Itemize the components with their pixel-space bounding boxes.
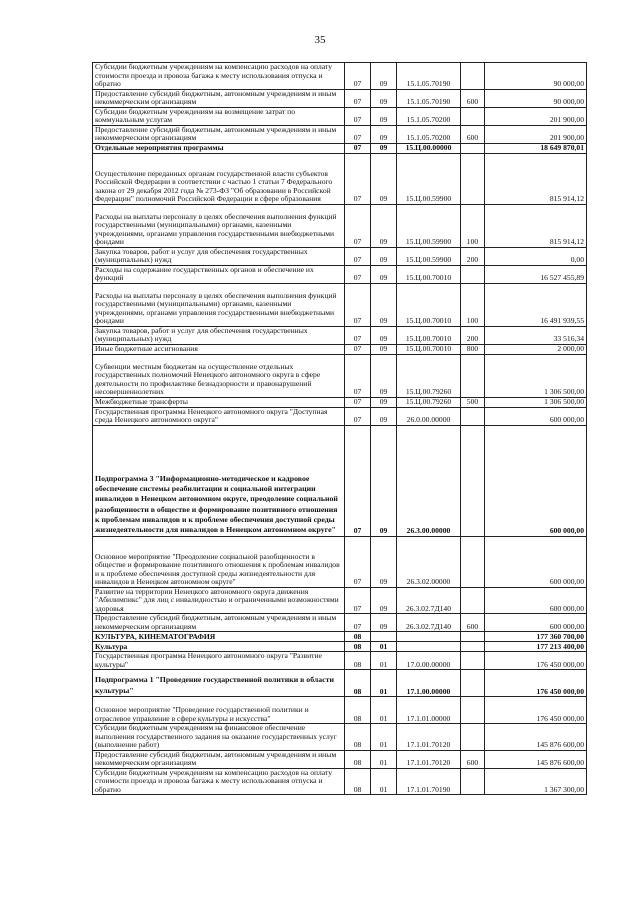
cell-section: 08	[345, 652, 371, 670]
cell-expense-type	[461, 587, 485, 614]
cell-subsection: 09	[371, 283, 397, 326]
cell-name: Предоставление субсидий бюджетным, автономным учреждениям и иным некоммерческим организациям	[93, 750, 345, 768]
table-row	[93, 642, 587, 652]
table-row	[93, 354, 587, 397]
cell-amount: 90 000,00	[485, 89, 587, 107]
cell-amount: 177 213 400,00	[485, 642, 587, 652]
cell-amount: 201 900,00	[485, 107, 587, 125]
cell-expense-type	[461, 407, 485, 425]
cell-section: 07	[345, 354, 371, 397]
table-row	[93, 750, 587, 768]
cell-target-article: 15.1.05.70190	[397, 63, 461, 90]
cell-expense-type	[461, 536, 485, 587]
cell-subsection: 01	[371, 724, 397, 751]
cell-target-article: 15.Ц.00.70010	[397, 265, 461, 283]
cell-expense-type: 200	[461, 247, 485, 265]
cell-subsection: 09	[371, 587, 397, 614]
cell-expense-type	[461, 632, 485, 642]
cell-name: Подпрограмма 1 "Проведение государственной политики в области культуры"	[93, 670, 345, 697]
table-row	[93, 724, 587, 751]
cell-target-article: 17.1.00.00000	[397, 670, 461, 697]
cell-name: Предоставление субсидий бюджетным, автономным учреждениям и иным некоммерческим организациям	[93, 125, 345, 143]
cell-subsection: 09	[371, 407, 397, 425]
table-row	[93, 63, 587, 90]
cell-expense-type: 100	[461, 283, 485, 326]
cell-amount: 815 914,12	[485, 204, 587, 247]
cell-section: 08	[345, 670, 371, 697]
cell-target-article: 15.1.05.70200	[397, 107, 461, 125]
cell-section: 08	[345, 697, 371, 724]
cell-expense-type	[461, 153, 485, 204]
cell-name: Подпрограмма 3 "Информационно-методическое и кадровое обеспечение системы реабилитации и социальной интеграции инвалидов в Ненецком автономном округе, преодоление социальной разобщенности в обществе и формирование позитивного отношения к проблемам инвалидов и к проблеме обеспечения доступной среды жизнедеятельности для инвалидов в Ненецком автономном округе"	[93, 425, 345, 536]
cell-name: Субсидии бюджетным учреждениям на компенсацию расходов на оплату стоимости проезда и провоза багажа к месту использования отпуска и обратно	[93, 63, 345, 90]
cell-name: Культура	[93, 642, 345, 652]
cell-section: 07	[345, 107, 371, 125]
table-row	[93, 265, 587, 283]
cell-expense-type	[461, 670, 485, 697]
cell-amount: 176 450 000,00	[485, 652, 587, 670]
cell-target-article: 26.3.02.7Д140	[397, 614, 461, 632]
cell-target-article: 15.Ц.00.79260	[397, 354, 461, 397]
cell-subsection: 09	[371, 125, 397, 143]
cell-section: 07	[345, 125, 371, 143]
cell-name: Субсидии бюджетным учреждениям на возмещение затрат по коммунальным услугам	[93, 107, 345, 125]
cell-section: 07	[345, 344, 371, 354]
cell-section: 07	[345, 204, 371, 247]
table-row	[93, 107, 587, 125]
cell-amount: 1 367 300,00	[485, 768, 587, 795]
cell-expense-type	[461, 724, 485, 751]
cell-expense-type	[461, 652, 485, 670]
cell-subsection: 09	[371, 107, 397, 125]
cell-name: Государственная программа Ненецкого автономного округа "Развитие культуры"	[93, 652, 345, 670]
cell-section: 07	[345, 265, 371, 283]
cell-section: 07	[345, 425, 371, 536]
cell-amount: 177 360 700,00	[485, 632, 587, 642]
table-row	[93, 283, 587, 326]
cell-name: Расходы на содержание государственных органов и обеспечение их функций	[93, 265, 345, 283]
table-row	[93, 768, 587, 795]
cell-name: Предоставление субсидий бюджетным, автономным учреждениям и иным некоммерческим организациям	[93, 614, 345, 632]
cell-subsection: 09	[371, 326, 397, 344]
cell-subsection: 01	[371, 750, 397, 768]
cell-name: Субвенции местным бюджетам на осуществление отдельных государственных полномочий Ненецкого автономного округа в сфере деятельности по профилактике безнадзорности и правонарушений несовершеннолетних	[93, 354, 345, 397]
table-row	[93, 407, 587, 425]
budget-table-body	[93, 63, 587, 795]
cell-name: Осуществление переданных органам государственной власти субъектов Российской Федерации в соответствии с частью 1 статьи 7 Федерального закона от 29 декабря 2012 года № 273-ФЗ "Об образовании в Российской Федерации" полномочий Российской Федерации в сфере образования	[93, 153, 345, 204]
cell-target-article: 17.1.01.70120	[397, 724, 461, 751]
cell-section: 07	[345, 407, 371, 425]
cell-subsection: 09	[371, 536, 397, 587]
cell-section: 07	[345, 614, 371, 632]
cell-name: КУЛЬТУРА, КИНЕМАТОГРАФИЯ	[93, 632, 345, 642]
cell-section: 07	[345, 89, 371, 107]
cell-name: Закупка товаров, работ и услуг для обеспечения государственных (муниципальных) нужд	[93, 247, 345, 265]
cell-subsection: 01	[371, 670, 397, 697]
cell-amount: 176 450 000,00	[485, 670, 587, 697]
cell-amount: 1 306 500,00	[485, 354, 587, 397]
cell-expense-type: 600	[461, 125, 485, 143]
cell-name: Межбюджетные трансферты	[93, 397, 345, 407]
cell-name: Закупка товаров, работ и услуг для обеспечения государственных (муниципальных) нужд	[93, 326, 345, 344]
cell-section: 08	[345, 724, 371, 751]
cell-amount: 1 306 500,00	[485, 397, 587, 407]
cell-amount: 145 876 600,00	[485, 724, 587, 751]
cell-amount: 600 000,00	[485, 587, 587, 614]
cell-expense-type	[461, 425, 485, 536]
cell-subsection: 01	[371, 642, 397, 652]
cell-name: Государственная программа Ненецкого автономного округа "Доступная среда Ненецкого автономного округа"	[93, 407, 345, 425]
cell-subsection: 01	[371, 697, 397, 724]
table-row	[93, 536, 587, 587]
cell-subsection: 09	[371, 265, 397, 283]
cell-amount: 145 876 600,00	[485, 750, 587, 768]
cell-target-article: 26.3.00.00000	[397, 425, 461, 536]
cell-subsection: 09	[371, 153, 397, 204]
table-row	[93, 153, 587, 204]
page-number: 35	[314, 34, 326, 46]
cell-name: Отдельные мероприятия программы	[93, 143, 345, 153]
cell-section: 07	[345, 247, 371, 265]
table-row	[93, 125, 587, 143]
cell-amount: 2 000,00	[485, 344, 587, 354]
cell-subsection: 09	[371, 204, 397, 247]
cell-target-article: 15.Ц.00.59900	[397, 204, 461, 247]
cell-target-article: 26.3.02.00000	[397, 536, 461, 587]
cell-target-article	[397, 632, 461, 642]
cell-section: 08	[345, 750, 371, 768]
cell-target-article: 15.Ц.00.79260	[397, 397, 461, 407]
cell-amount: 815 914,12	[485, 153, 587, 204]
cell-subsection: 09	[371, 89, 397, 107]
cell-subsection: 09	[371, 247, 397, 265]
cell-target-article: 17.0.00.00000	[397, 652, 461, 670]
cell-expense-type	[461, 642, 485, 652]
cell-section: 08	[345, 642, 371, 652]
table-row	[93, 670, 587, 697]
cell-name: Развитие на территории Ненецкого автономного округа движения "Абилимпикс" для лиц с инвалидностью и ограниченными возможностями здоровья	[93, 587, 345, 614]
cell-subsection: 01	[371, 768, 397, 795]
table-row	[93, 397, 587, 407]
cell-target-article: 15.Ц.00.70010	[397, 326, 461, 344]
cell-expense-type: 800	[461, 344, 485, 354]
cell-name: Предоставление субсидий бюджетным, автономным учреждениям и иным некоммерческим организациям	[93, 89, 345, 107]
table-row	[93, 344, 587, 354]
cell-amount: 33 516,34	[485, 326, 587, 344]
table-row	[93, 204, 587, 247]
cell-target-article: 15.1.05.70200	[397, 125, 461, 143]
cell-target-article	[397, 642, 461, 652]
cell-section: 07	[345, 397, 371, 407]
cell-expense-type: 600	[461, 750, 485, 768]
cell-amount: 600 000,00	[485, 407, 587, 425]
cell-name: Расходы на выплаты персоналу в целях обеспечения выполнения функций государственными (муниципальными) органами, казенными учреждениями, органами управления государственными внебюджетными фондами	[93, 204, 345, 247]
cell-amount: 176 450 000,00	[485, 697, 587, 724]
cell-amount: 600 000,00	[485, 536, 587, 587]
cell-target-article: 15.Ц.00.70010	[397, 344, 461, 354]
cell-target-article: 15.Ц.00.70010	[397, 283, 461, 326]
cell-subsection: 09	[371, 63, 397, 90]
cell-expense-type: 200	[461, 326, 485, 344]
cell-expense-type	[461, 697, 485, 724]
cell-target-article: 26.0.00.00000	[397, 407, 461, 425]
cell-section: 07	[345, 63, 371, 90]
cell-target-article: 15.Ц.00.59900	[397, 153, 461, 204]
cell-target-article: 26.3.02.7Д140	[397, 587, 461, 614]
cell-target-article: 15.1.05.70190	[397, 89, 461, 107]
cell-subsection: 09	[371, 425, 397, 536]
cell-section: 08	[345, 632, 371, 642]
cell-expense-type: 600	[461, 89, 485, 107]
table-row	[93, 89, 587, 107]
cell-section: 07	[345, 587, 371, 614]
cell-name: Субсидии бюджетным учреждениям на финансовое обеспечение выполнения государственного задания на оказание государственных услуг (выполнение работ)	[93, 724, 345, 751]
cell-target-article: 17.1.01.70190	[397, 768, 461, 795]
cell-expense-type: 500	[461, 397, 485, 407]
cell-amount: 18 649 870,01	[485, 143, 587, 153]
cell-expense-type: 600	[461, 614, 485, 632]
table-row	[93, 652, 587, 670]
table-row	[93, 247, 587, 265]
table-row	[93, 614, 587, 632]
cell-amount: 16 527 455,89	[485, 265, 587, 283]
budget-table	[92, 62, 587, 795]
cell-target-article: 15.Ц.00.59900	[397, 247, 461, 265]
cell-name: Иные бюджетные ассигнования	[93, 344, 345, 354]
table-row	[93, 326, 587, 344]
cell-expense-type: 100	[461, 204, 485, 247]
cell-subsection	[371, 632, 397, 642]
cell-target-article: 15.Ц.00.00000	[397, 143, 461, 153]
table-row	[93, 587, 587, 614]
cell-section: 07	[345, 536, 371, 587]
cell-section: 07	[345, 143, 371, 153]
cell-subsection: 09	[371, 344, 397, 354]
cell-name: Расходы на выплаты персоналу в целях обеспечения выполнения функций государственными (муниципальными) органами, казенными учреждениями, органами управления государственными внебюджетными фондами	[93, 283, 345, 326]
table-row	[93, 425, 587, 536]
cell-section: 07	[345, 283, 371, 326]
cell-expense-type	[461, 354, 485, 397]
cell-subsection: 09	[371, 614, 397, 632]
cell-subsection: 09	[371, 397, 397, 407]
cell-target-article: 17.1.01.70120	[397, 750, 461, 768]
cell-section: 07	[345, 153, 371, 204]
cell-subsection: 09	[371, 143, 397, 153]
table-row	[93, 697, 587, 724]
cell-expense-type	[461, 265, 485, 283]
table-row	[93, 143, 587, 153]
cell-expense-type	[461, 768, 485, 795]
cell-amount: 90 000,00	[485, 63, 587, 90]
table-row	[93, 632, 587, 642]
cell-expense-type	[461, 107, 485, 125]
cell-name: Основное мероприятие "Преодоление социальной разобщенности в обществе и формирование позитивного отношения к проблемам инвалидов и к проблеме обеспечения доступной среды жизнедеятельности для инвалидов в Ненецком автономном округе"	[93, 536, 345, 587]
cell-expense-type	[461, 63, 485, 90]
cell-section: 08	[345, 768, 371, 795]
cell-name: Субсидии бюджетным учреждениям на компенсацию расходов на оплату стоимости проезда и провоза багажа к месту использования отпуска и обратно	[93, 768, 345, 795]
cell-amount: 0,00	[485, 247, 587, 265]
cell-amount: 16 491 939,55	[485, 283, 587, 326]
cell-name: Основное мероприятие "Проведение государственной политики и отраслевое управление в сфере культуры и искусства"	[93, 697, 345, 724]
cell-expense-type	[461, 143, 485, 153]
cell-subsection: 09	[371, 354, 397, 397]
cell-amount: 600 000,00	[485, 425, 587, 536]
cell-amount: 600 000,00	[485, 614, 587, 632]
cell-subsection: 01	[371, 652, 397, 670]
cell-target-article: 17.1.01.00000	[397, 697, 461, 724]
cell-amount: 201 900,00	[485, 125, 587, 143]
cell-section: 07	[345, 326, 371, 344]
